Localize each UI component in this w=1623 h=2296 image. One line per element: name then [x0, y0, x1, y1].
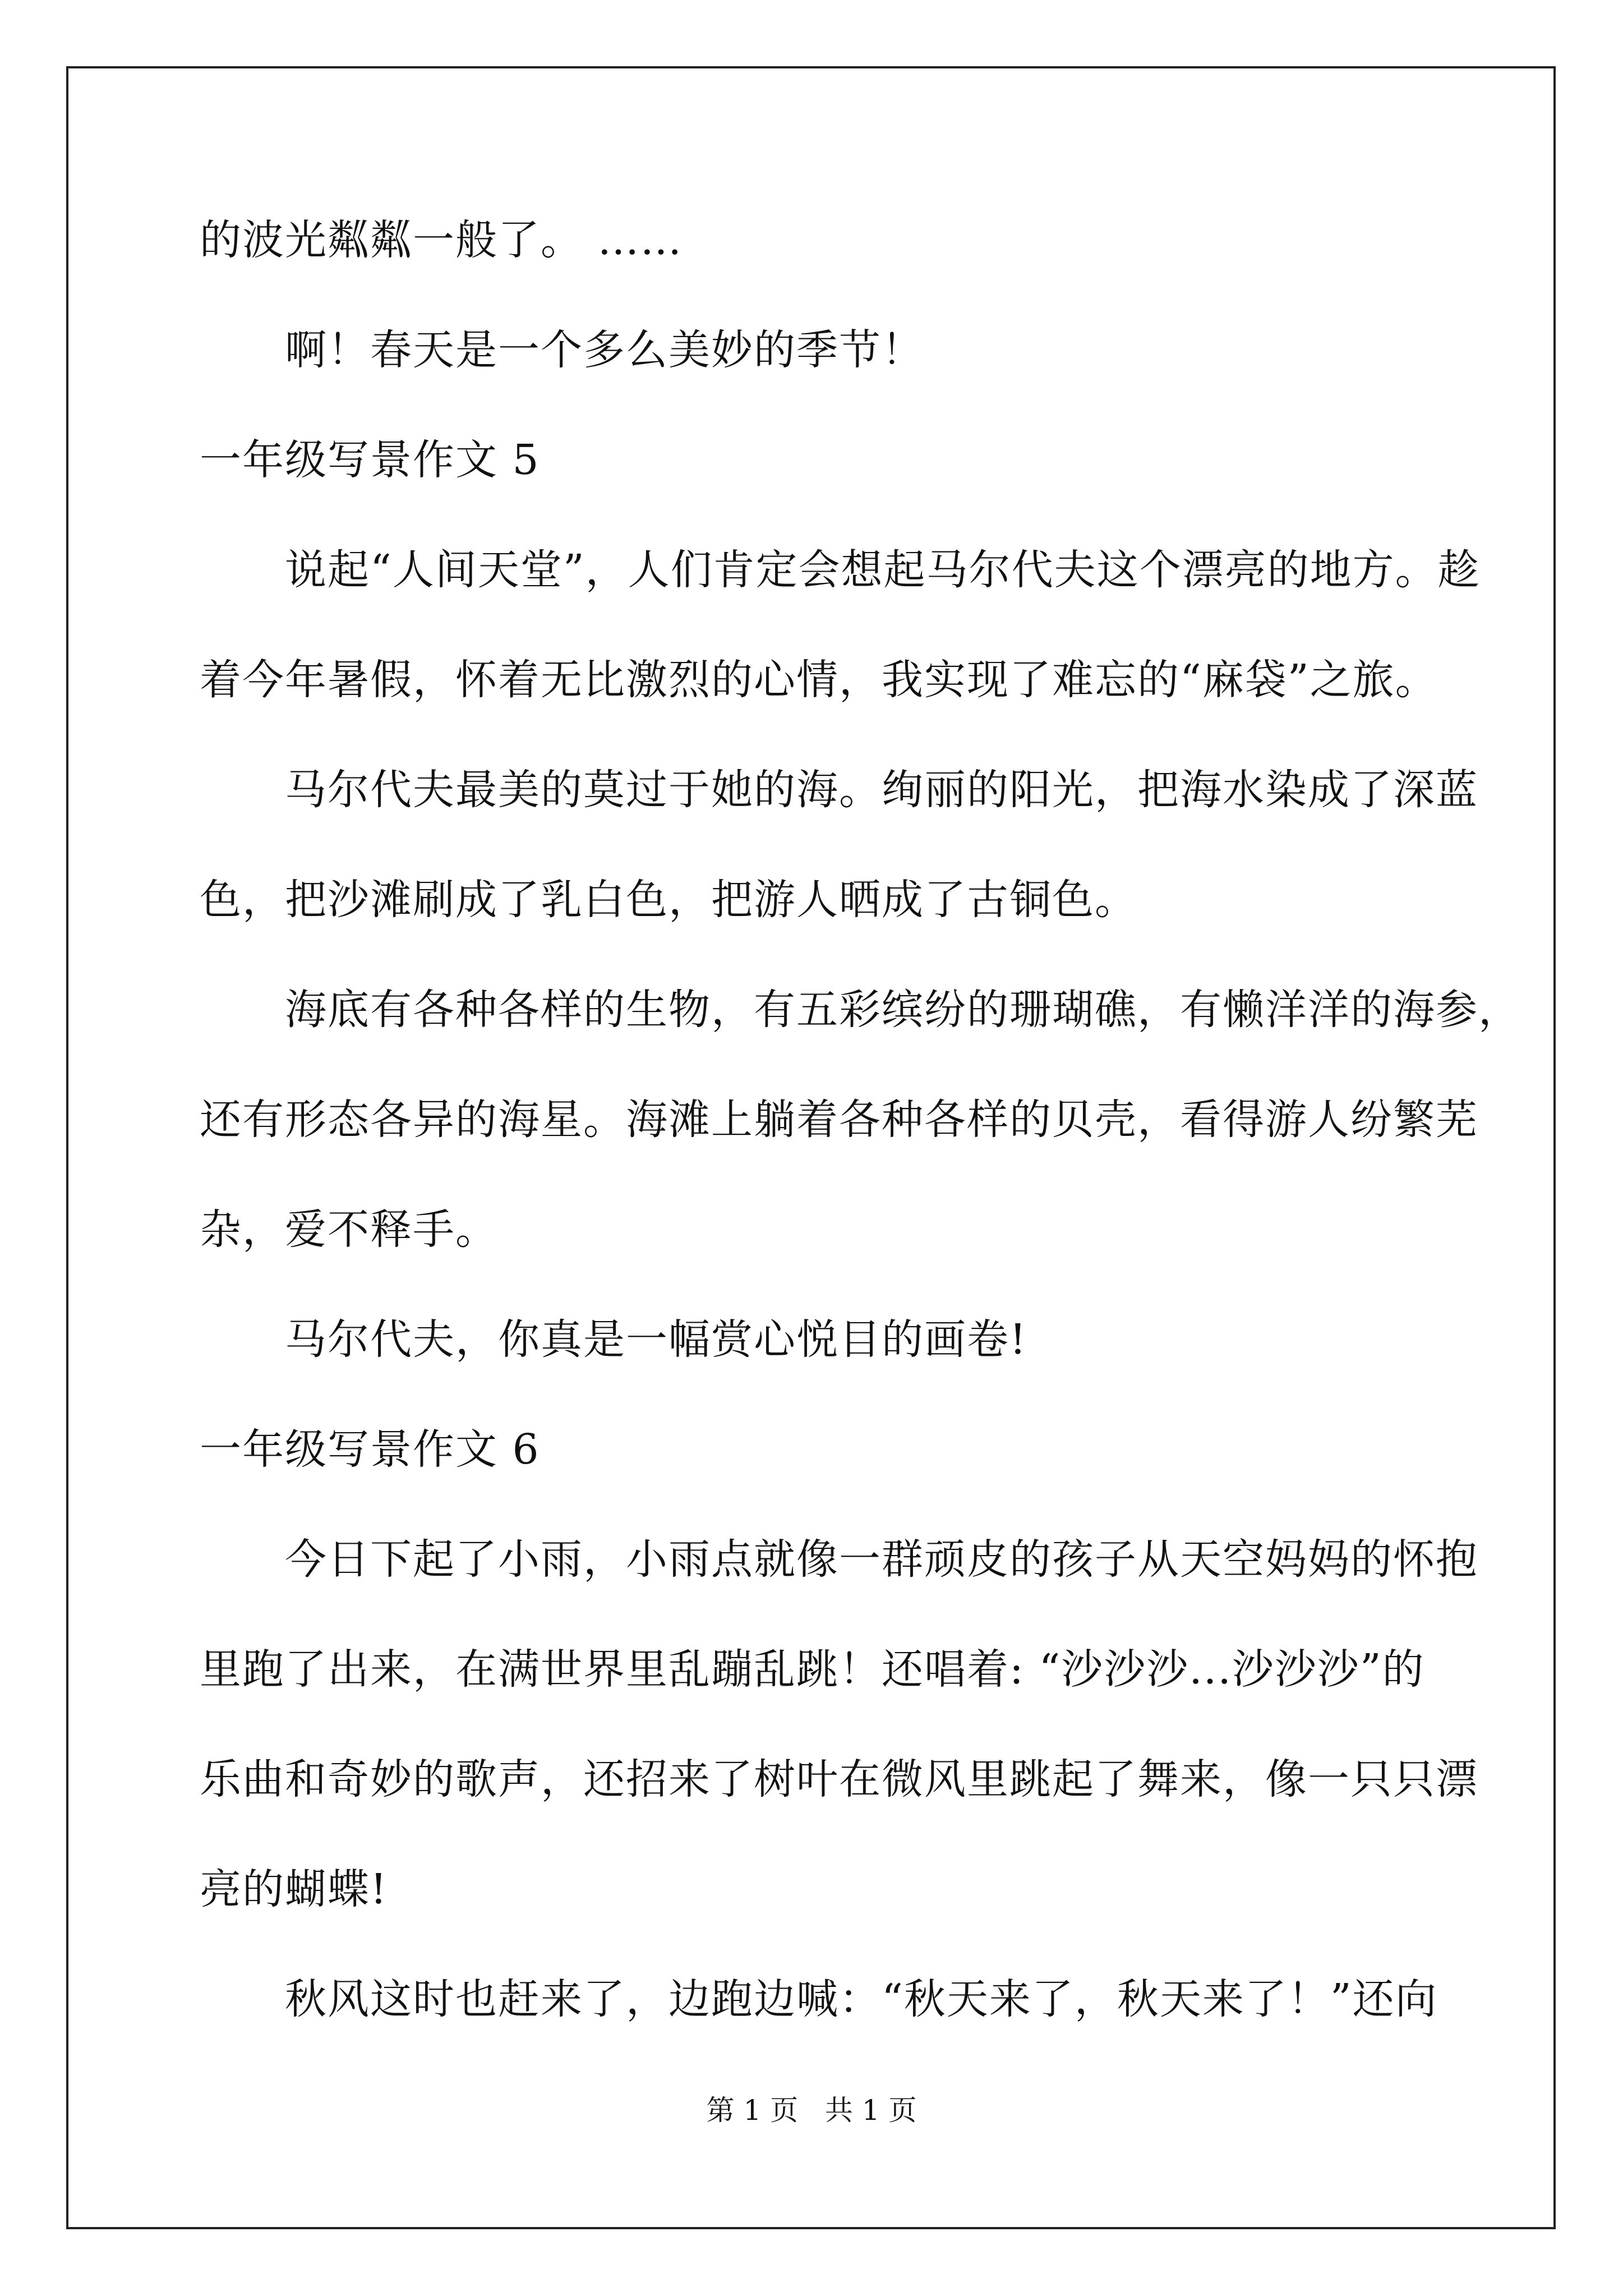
text-line: 马尔代夫，你真是一幅赏心悦目的画卷!	[285, 1315, 1027, 1364]
text-line: 海底有各种各样的生物，有五彩缤纷的珊瑚礁，有懒洋洋的海参，	[285, 986, 1521, 1034]
text-line: 还有形态各异的海星。海滩上躺着各种各样的贝壳，看得游人纷繁芜	[200, 1096, 1478, 1144]
text-line: 里跑了出来，在满世界里乱蹦乱跳！还唱着: “沙沙沙...沙沙沙”的	[200, 1645, 1425, 1694]
text-line: 说起“人间天堂”，人们肯定会想起马尔代夫这个漂亮的地方。趁	[285, 546, 1481, 594]
text-line: 杂，爱不释手。	[200, 1205, 498, 1254]
text-line: 秋风这时也赶来了，边跑边喊：“秋天来了，秋天来了！”还向	[285, 1975, 1438, 2023]
text-line: 亮的蝴蝶!	[200, 1865, 388, 1913]
section-heading: 一年级写景作文 6	[200, 1425, 540, 1474]
text-line: 今日下起了小雨，小雨点就像一群顽皮的孩子从天空妈妈的怀抱	[285, 1535, 1478, 1584]
text-line: 马尔代夫最美的莫过于她的海。绚丽的阳光，把海水染成了深蓝	[285, 766, 1478, 814]
page-footer: 第 1 页 共 1 页	[706, 2094, 917, 2127]
text-line: 的波光粼粼一般了。 ……	[200, 216, 683, 264]
text-line: 色，把沙滩刷成了乳白色，把游人晒成了古铜色。	[200, 876, 1137, 924]
document-body	[200, 213, 1521, 2026]
text-line: 乐曲和奇妙的歌声，还招来了树叶在微风里跳起了舞来，像一只只漂	[200, 1755, 1478, 1803]
section-heading: 一年级写景作文 5	[200, 436, 540, 484]
text-line: 着今年暑假，怀着无比激烈的心情，我实现了难忘的“麻袋”之旅。	[200, 656, 1438, 704]
text-line: 啊！春天是一个多么美妙的季节！	[285, 326, 924, 374]
